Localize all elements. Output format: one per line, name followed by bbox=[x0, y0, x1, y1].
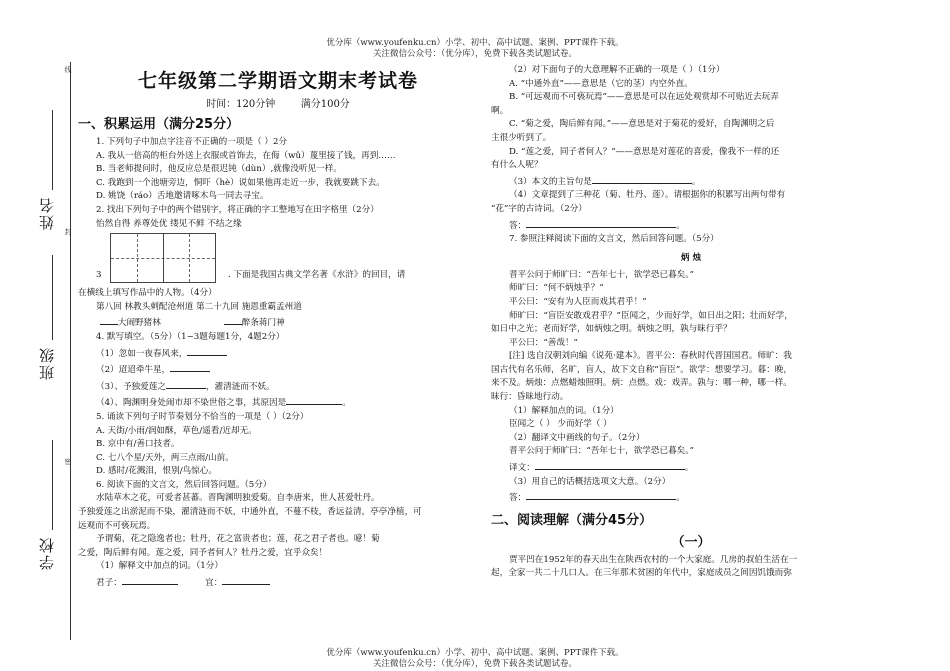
q6-1a-label: 君子： bbox=[96, 578, 122, 589]
passage-line: 如日中之光；老而好学，如炳烛之明。炳烛之明，孰与昧行乎？ bbox=[491, 324, 732, 335]
class-label: 班级 bbox=[38, 346, 56, 380]
section-1-heading: 一、积累运用（满分25分） bbox=[78, 117, 240, 132]
q4-2-text: （2）迢迢牵牛星， bbox=[96, 365, 171, 376]
question-line: （1）解释加点的词。（1分） bbox=[509, 405, 619, 416]
q4-3-text-end: ，濯清涟而不妖。 bbox=[205, 381, 275, 392]
passage-line: 予独爱莲之出淤泥而不染，濯清涟而不妖，中通外直，不蔓不枝，香远益清，亭亭净植，可 bbox=[78, 507, 422, 518]
q3-text: （3）本文的主旨句是 bbox=[509, 176, 592, 187]
answer-blank[interactable] bbox=[526, 217, 676, 228]
passage-line: 师旷曰：“盲臣安敢戏君乎？”臣闻之，少而好学，如日出之阳；壮而好学， bbox=[509, 310, 793, 321]
binding-mark-mi: 密 bbox=[64, 458, 72, 465]
question-line: （4）文章提到了三种花（菊、牡丹、莲）。请根据你的积累写出两句带有 bbox=[509, 190, 786, 201]
answer-blank[interactable] bbox=[535, 459, 685, 470]
answer-blank[interactable] bbox=[166, 378, 206, 389]
passage-line: 之爱，陶后鲜有闻。莲之爱，同予者何人？牡丹之爱，宜乎众矣！ bbox=[78, 547, 328, 558]
answer-label: 答： bbox=[509, 220, 527, 231]
q4-4-text: （4）、陶渊明身处闹市却不染世俗之事，其原因是 bbox=[96, 398, 287, 409]
exam-title: 七年级第二学期语文期末考试卷 bbox=[137, 70, 418, 92]
q6-1-answers bbox=[78, 574, 478, 591]
page-header bbox=[0, 38, 950, 60]
question-line: “花”字的古诗词。（2分） bbox=[491, 203, 587, 214]
question-line: 7. 参照注释阅读下面的文言文，然后回答问题。（5分） bbox=[509, 234, 719, 245]
question-line: 第八回 林教头刺配沧州道 第二十九回 施恩重霸孟州道 bbox=[96, 301, 302, 312]
question-line: 在横线上填写作品中的人物。（4分） bbox=[78, 288, 217, 299]
question-line: 5. 诵读下列句子时节奏划分不恰当的一项是（ ）（2分） bbox=[96, 411, 309, 422]
option-line: B. “可远观而不可亵玩焉”——意思是可以在远处观赏却不可贴近去玩弄 bbox=[509, 92, 779, 103]
question-line: （2）对下面句子的大意理解不正确的一项是（ ）（1分） bbox=[509, 65, 725, 75]
q6-1b-label: 宜： bbox=[205, 578, 223, 589]
option-line: A. 天街/小雨/润如酥，草色/遥看/近却无。 bbox=[96, 425, 257, 436]
reading-line: 起，全家一共二十几口人。在三年那术贫困的年代中，家庭成员之间因饥饿而弥 bbox=[491, 568, 792, 579]
footer-line-2: 关注微信公众号：（优分库），免费下载各类试题试卷。 bbox=[372, 659, 577, 669]
answer-blank[interactable] bbox=[170, 361, 210, 372]
passage-line: 予谓菊，花之隐逸者也；牡丹，花之富贵者也；莲，花之君子者也。噫！菊 bbox=[96, 534, 380, 545]
question-line: D. 姚饶（ráo）舌地邀请啄木鸟一同去寻宝。 bbox=[96, 191, 269, 202]
exam-subtitle bbox=[78, 96, 478, 114]
q3-text: . 下面是我国古典文学名著《水浒》的回目，请 bbox=[228, 270, 406, 281]
answer-blank[interactable] bbox=[286, 394, 342, 405]
answer-blank[interactable] bbox=[592, 173, 692, 184]
option-line: C. 七八个星/天外，两三点雨/山前。 bbox=[96, 452, 234, 463]
binding-mark-xian: 线 bbox=[64, 66, 72, 73]
option-line: 有什么人呢？ bbox=[491, 160, 543, 171]
blank-row bbox=[78, 314, 478, 331]
answer-line: 答： 。 bbox=[491, 217, 891, 234]
binding-mark-feng: 封 bbox=[64, 228, 72, 235]
part-heading: （一） bbox=[671, 534, 711, 550]
option-line: 啊。 bbox=[491, 105, 509, 116]
binding-line bbox=[70, 62, 71, 640]
question-line: C. 我跑到一个池塘旁边，恫吓（hè）说如果他再走近一步，我就要跳下去。 bbox=[96, 177, 385, 188]
q4-4-text-end: 。 bbox=[342, 398, 351, 409]
header-line-2: 关注微信公众号：（优分库），免费下载各类试题试卷。 bbox=[372, 49, 577, 59]
answer-blank[interactable] bbox=[222, 574, 270, 585]
answer-blank[interactable] bbox=[187, 345, 227, 356]
question-line: 2. 找出下列句子中的两个错别字，将正确的字工整地写在田字格里（2分） bbox=[96, 204, 379, 215]
question-line: B. 当老师提问时，他反应总是很迟钝（dùn）,就像没听见一样。 bbox=[96, 164, 342, 175]
class-field[interactable] bbox=[52, 255, 53, 340]
passage-line: 平公曰：“善哉！” bbox=[509, 337, 578, 348]
translation-line: 译文： 。 bbox=[491, 459, 891, 476]
translation-label: 译文： bbox=[509, 463, 535, 474]
question-line: 4. 默写填空。（5分）（1~3题每题1分，4题2分） bbox=[96, 331, 285, 342]
blank-field[interactable] bbox=[224, 314, 242, 325]
passage-title: 炳 烛 bbox=[680, 252, 702, 263]
answer-label: 答： bbox=[509, 493, 527, 504]
option-line: D. “莲之爱，同子者何人？”——意思是对莲花的喜爱，像我不一样的还 bbox=[509, 146, 780, 157]
q7-2-sentence: 晋平公问于师旷曰：“吾年七十，欲学恐已暮矣。” bbox=[509, 446, 694, 457]
question-line: A. 我从一倍高的柜台外送上衣服或首饰去，在侮（wǔ）蔑里接了钱，再到…… bbox=[96, 150, 396, 161]
blank-field[interactable] bbox=[100, 314, 118, 325]
option-line: 主很少听到了。 bbox=[491, 132, 552, 143]
q4-2 bbox=[78, 361, 478, 378]
answer-line: 答： 。 bbox=[491, 489, 891, 506]
q4-3-text: （3）、予独爱莲之 bbox=[96, 381, 166, 392]
reading-line: 贾平凹在1952年的春天出生在陕西农村的一个大家庭。几房的叔伯生活在一 bbox=[509, 554, 798, 565]
answer-blank[interactable] bbox=[526, 489, 676, 500]
school-label: 学校 bbox=[38, 536, 56, 570]
passage-line: 平公曰：“安有为人臣而戏其君乎！” bbox=[509, 296, 647, 307]
option-line: D. 感时/花溅泪，恨别/鸟惊心。 bbox=[96, 466, 217, 477]
name-label: 姓名 bbox=[38, 196, 56, 230]
left-column bbox=[78, 64, 478, 591]
passage-line: 晋平公问于师旷曰：“吾年七十，欲学恐已暮矣。” bbox=[509, 269, 694, 280]
right-column bbox=[491, 64, 891, 581]
question-line: 怡然自得 养尊处优 缕见不鲜 不结之缘 bbox=[96, 218, 242, 229]
question-line: （2）翻译文中画线的句子。（2分） bbox=[509, 432, 645, 443]
note-line: [注] 选自汉朝刘向编《说苑·建本》。晋平公：春秋时代晋国国君。师旷：我 bbox=[509, 351, 792, 362]
option-line: C. “菊之爱，陶后鲜有闻。”——意思是对于菊花的爱好，自陶渊明之后 bbox=[509, 119, 775, 130]
tianzige-grid[interactable] bbox=[110, 233, 216, 283]
option-line: A. “中通外直”——意思是（它的茎）内空外直。 bbox=[509, 78, 693, 89]
question-line: 6. 阅读下面的文言文，然后回答问题。（5分） bbox=[96, 479, 272, 490]
grid-row bbox=[78, 231, 478, 287]
q4-1-text: （1）忽如一夜春风来， bbox=[96, 348, 188, 359]
section-2-heading: 二、阅读理解（满分45分） bbox=[491, 512, 653, 528]
note-line: 昧行：昏昧地行动。 bbox=[491, 392, 569, 403]
page-footer bbox=[0, 648, 950, 670]
blank-label: 大闹野猪林 bbox=[117, 318, 161, 329]
school-field[interactable] bbox=[52, 440, 53, 530]
question-line: （1）解释文中加点的词。（1分） bbox=[96, 561, 223, 572]
q7-1-words: 臣闻之（ ） 少而好学（ ） bbox=[509, 419, 612, 430]
answer-blank[interactable] bbox=[122, 574, 178, 585]
header-line-1: 优分库（www.youfenku.cn）小学、初中、高中试题、案例、PPT课件下载。 bbox=[326, 38, 624, 48]
passage-line: 师旷曰：“何不炳烛乎？” bbox=[509, 283, 604, 294]
passage-line: 水陆草木之花，可爱者甚蕃。晋陶渊明独爱菊。自李唐来，世人甚爱牡丹。 bbox=[96, 493, 380, 504]
name-field[interactable] bbox=[52, 110, 53, 190]
question-line: 1. 下列句子中加点字注音不正确的一项是（ ）2分 bbox=[96, 137, 288, 147]
note-line: 国古代有名乐师，名旷，盲人，故下文自称“盲臣”。欲学：想要学习。暮：晚， bbox=[491, 364, 792, 375]
q3-line: （3）本文的主旨句是 。 bbox=[491, 173, 891, 190]
q4-1 bbox=[78, 345, 478, 362]
blank-label: 醉条蒋门神 bbox=[241, 318, 285, 329]
passage-line: 远观而不可亵玩焉。 bbox=[78, 520, 156, 531]
exam-score: 满分100分 bbox=[300, 99, 350, 110]
note-line: 来不及。炳烛：点燃蜡烛照明。炳：点燃。戏：戏弄。孰与：哪一种，哪一样。 bbox=[491, 378, 792, 389]
question-line: （3）用自己的话概括选项文大意。（2分） bbox=[509, 476, 671, 487]
q3-number: 3 bbox=[96, 270, 102, 281]
option-line: B. 京中有/善口技者。 bbox=[96, 439, 180, 450]
q4-3 bbox=[78, 378, 478, 395]
footer-line-1: 优分库（www.youfenku.cn）小学、初中、高中试题、案例、PPT课件下载。 bbox=[326, 648, 624, 658]
q4-4 bbox=[78, 394, 478, 411]
exam-time: 时间：120分钟 bbox=[206, 99, 276, 110]
